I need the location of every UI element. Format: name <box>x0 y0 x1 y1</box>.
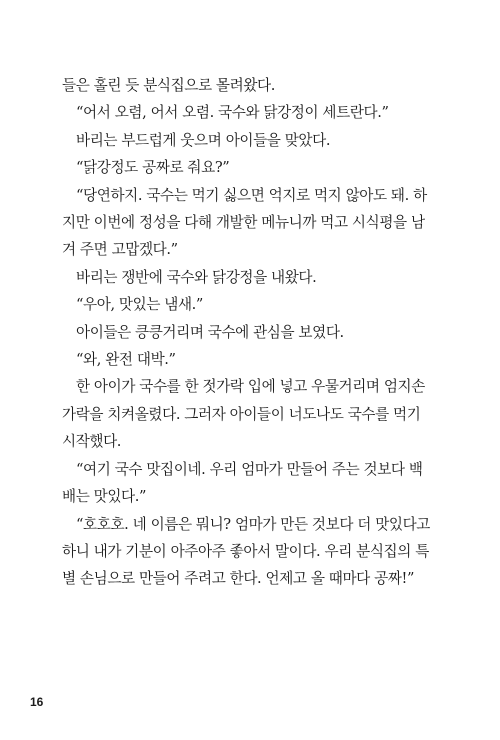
text-line: “닭강정도 공짜로 줘요?” <box>76 159 230 177</box>
paragraph <box>62 264 448 291</box>
text-line: 한 아이가 국수를 한 젓가락 입에 넣고 우물거리며 엄지손 <box>76 378 425 396</box>
text-line: “호호호. 네 이름은 뭐니? 엄마가 만든 것보다 더 맛있다고 <box>76 515 430 533</box>
paragraph <box>62 346 448 373</box>
paragraph <box>62 99 448 126</box>
paragraph <box>62 182 448 264</box>
text-line: 바리는 부드럽게 웃으며 아이들을 맞았다. <box>76 131 331 149</box>
text-line: 아이들은 킁킁거리며 국수에 관심을 보였다. <box>76 323 344 341</box>
text-line: 하니 내가 기분이 아주아주 좋아서 말이다. 우리 분식집의 특 <box>62 542 429 560</box>
text-line: 가락을 치켜올렸다. 그러자 아이들이 너도나도 국수를 먹기 <box>62 405 421 423</box>
text-line: “당연하지. 국수는 먹기 싫으면 억지로 먹지 않아도 돼. 하 <box>76 186 427 204</box>
text-line: 들은 홀린 듯 분식집으로 몰려왔다. <box>62 77 275 94</box>
paragraph <box>62 319 448 346</box>
text-line: 별 손님으로 만들어 주려고 한다. 언제고 올 때마다 공짜!” <box>62 570 415 588</box>
paragraph <box>62 456 448 511</box>
paragraph <box>62 291 448 318</box>
paragraph <box>62 373 448 455</box>
text-line: 배는 맛있다.” <box>62 488 147 506</box>
body-text <box>62 72 448 593</box>
paragraph <box>62 127 448 154</box>
text-line: “여기 국수 맛집이네. 우리 엄마가 만들어 주는 것보다 백 <box>76 460 423 478</box>
text-line: 겨 주면 고맙겠다.” <box>62 241 178 259</box>
text-line: “우아, 맛있는 냄새.” <box>76 296 203 314</box>
paragraph <box>62 154 448 181</box>
text-line: 시작했다. <box>62 433 122 451</box>
text-line: “어서 오렴, 어서 오렴. 국수와 닭강정이 세트란다.” <box>76 104 389 122</box>
text-line: 지만 이번에 정성을 다해 개발한 메뉴니까 먹고 시식평을 남 <box>62 214 425 232</box>
paragraph <box>62 72 448 99</box>
paragraph <box>62 511 448 593</box>
text-line: “와, 완전 대박.” <box>76 351 176 369</box>
text-line: 바리는 쟁반에 국수와 닭강정을 내왔다. <box>76 268 317 286</box>
page-number: 16 <box>30 695 44 709</box>
